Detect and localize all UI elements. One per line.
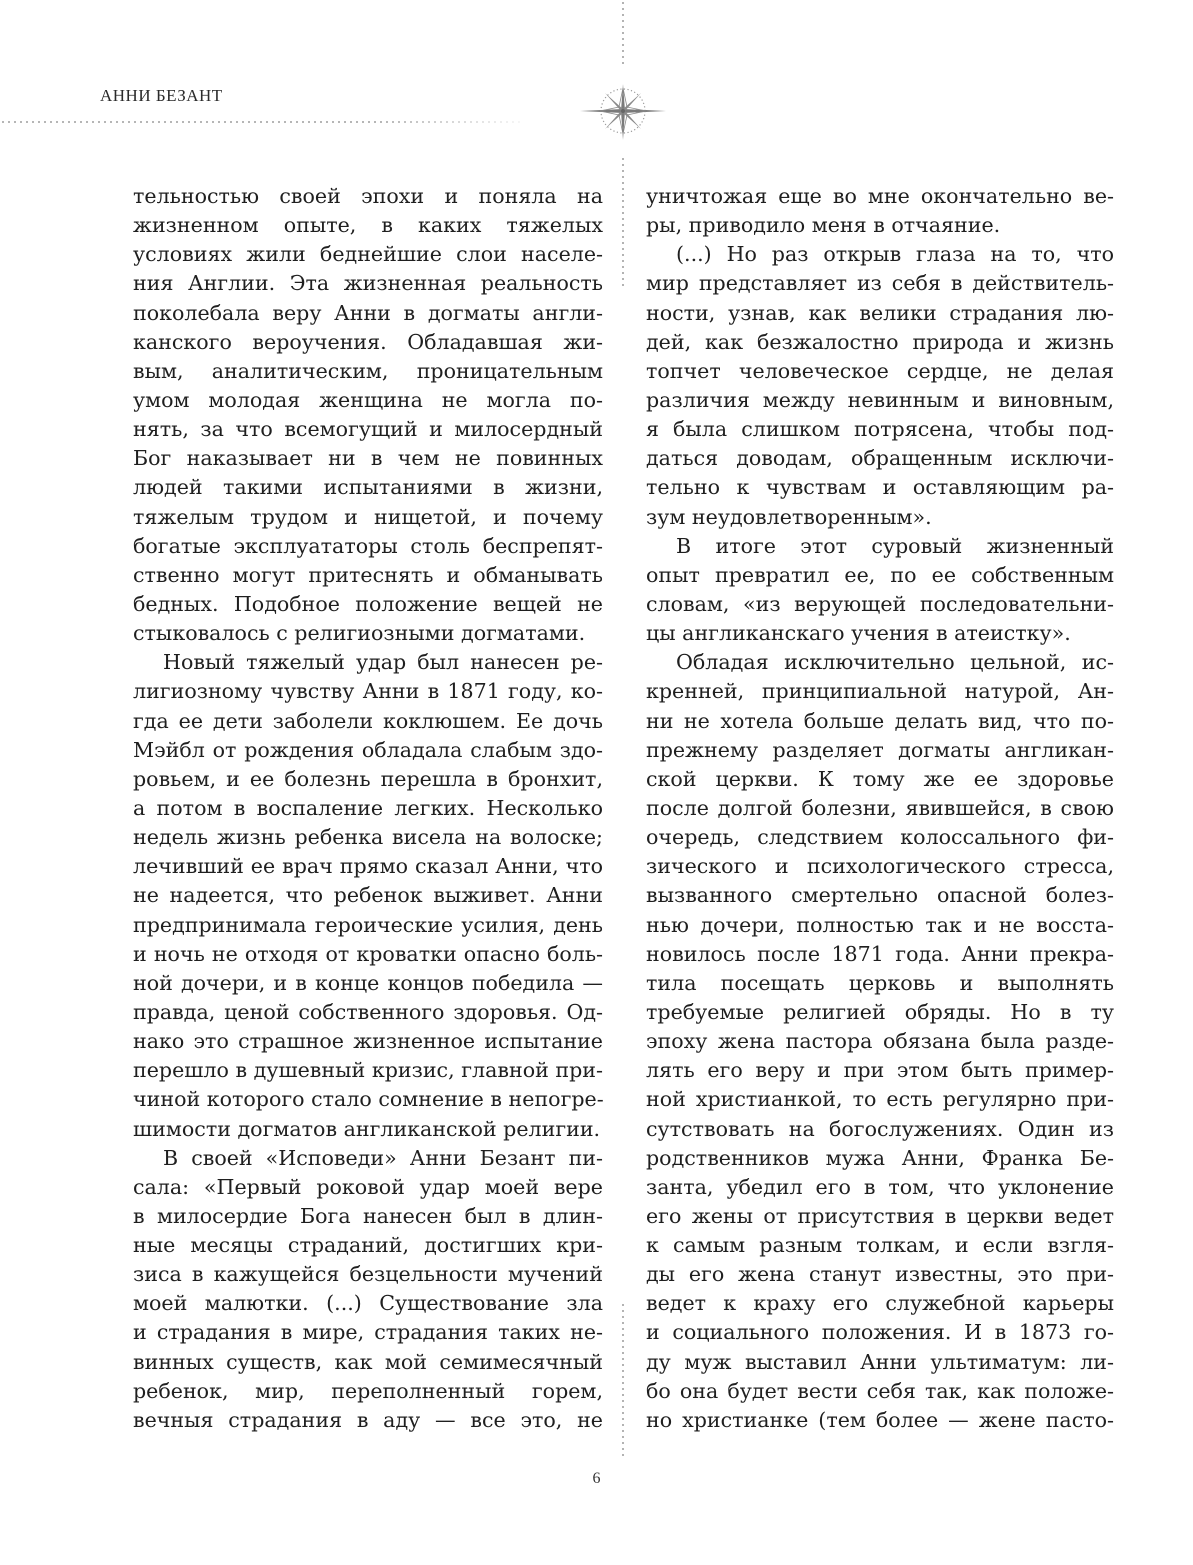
text-line: тила посещать церковь и выполнять bbox=[646, 970, 1114, 995]
text-line: сала: «Первый роковой удар моей вере bbox=[133, 1174, 603, 1199]
text-line: нако это страшное жизненное испытание bbox=[133, 1029, 603, 1054]
text-line: словам, «из верующей последовательни- bbox=[646, 591, 1114, 616]
text-line: условиях жили беднейшие слои населе- bbox=[133, 242, 603, 267]
text-line: ребенок, мир, переполненный горем, bbox=[133, 1378, 603, 1403]
text-line: винных существ, как мой семимесячный bbox=[133, 1349, 603, 1374]
page-number: 6 bbox=[592, 1470, 601, 1487]
text-line: ной дочери, и в конце концов победила — bbox=[133, 970, 603, 995]
text-line: вызванного смертельно опасной болез- bbox=[646, 883, 1114, 908]
right-text-column bbox=[646, 182, 1114, 1435]
text-line: моей малютки. (...) Существование зла bbox=[133, 1291, 603, 1316]
text-line: умом молодая женщина не могла по- bbox=[133, 387, 603, 412]
text-line: топчет человеческое сердце, не делая bbox=[646, 358, 1114, 383]
text-line: поколебала веру Анни в догматы англи- bbox=[133, 300, 603, 325]
text-line: шимости догматов англиканской религии. bbox=[133, 1116, 601, 1141]
text-line: занта, убедил его в том, что уклонение bbox=[646, 1174, 1114, 1199]
text-line: ни не хотела больше делать вид, что по- bbox=[646, 708, 1114, 733]
text-line: зиса в кажущейся безцельности мучений bbox=[133, 1262, 603, 1287]
text-line: эпоху жена пастора обязана была разде- bbox=[646, 1029, 1114, 1054]
text-line: после долгой болезни, явившейся, в свою bbox=[646, 795, 1114, 820]
text-line: ровьем, и ее болезнь перешла в бронхит, bbox=[133, 766, 603, 791]
text-line: Бог наказывает ни в чем не повинных bbox=[133, 446, 603, 471]
text-line: зум неудовлетворенным». bbox=[646, 504, 932, 529]
text-line: Новый тяжелый удар был нанесен ре- bbox=[163, 650, 603, 675]
text-line: гда ее дети заболели коклюшем. Ее дочь bbox=[133, 708, 603, 733]
text-line: дей, как безжалостно природа и жизнь bbox=[646, 329, 1114, 354]
text-line: недель жизнь ребенка висела на волоске; bbox=[133, 825, 603, 850]
text-line: новилось после 1871 года. Анни прекра- bbox=[646, 941, 1114, 966]
text-line: мир представляет из себя в действитель- bbox=[646, 271, 1114, 296]
text-line: кренней, принципиальной натурой, Ан- bbox=[646, 679, 1114, 704]
text-line: не надеется, что ребенок выживет. Анни bbox=[133, 883, 603, 908]
text-line: чиной которого стало сомнение в непогре- bbox=[133, 1087, 604, 1112]
text-line: ду муж выставил Анни ультиматум: ли- bbox=[646, 1349, 1114, 1374]
text-line: тяжелым трудом и нищетой, и почему bbox=[133, 504, 603, 529]
text-line: В своей «Исповеди» Анни Безант пи- bbox=[163, 1145, 603, 1170]
text-line: ной христианкой, то есть регулярно при- bbox=[646, 1087, 1114, 1112]
text-line: и социального положения. И в 1873 го- bbox=[646, 1320, 1114, 1345]
text-line: В итоге этот суровый жизненный bbox=[676, 533, 1114, 558]
text-line: ведет к краху его служебной карьеры bbox=[646, 1291, 1114, 1316]
text-line: Мэйбл от рождения обладала слабым здо- bbox=[133, 737, 603, 762]
header-rule-fade bbox=[380, 118, 540, 126]
text-line: правда, ценой собственного здоровья. Од- bbox=[133, 999, 603, 1024]
text-line: уничтожая еще во мне окончательно ве- bbox=[646, 184, 1114, 208]
text-line: ности, узнав, как велики страдания лю- bbox=[646, 300, 1114, 325]
text-line: тельно к чувствам и оставляющим ра- bbox=[646, 475, 1114, 500]
text-line: прежнему разделяет догматы англикан- bbox=[646, 737, 1114, 762]
text-line: а потом в воспаление легких. Несколько bbox=[133, 795, 603, 820]
text-line: ской церкви. К тому же ее здоровье bbox=[646, 766, 1114, 791]
text-line: бедных. Подобное положение вещей не bbox=[133, 591, 603, 616]
text-line: перешло в душевный кризис, главной при- bbox=[133, 1058, 603, 1083]
text-line: ственно могут притеснять и обманывать bbox=[133, 562, 603, 587]
text-line: но христианке (тем более — жене пасто- bbox=[646, 1407, 1114, 1432]
text-line: зического и психологического стресса, bbox=[646, 854, 1114, 879]
text-line: цы англиканскаго учения в атеистку». bbox=[646, 621, 1071, 646]
text-line: я была слишком потрясена, чтобы под- bbox=[646, 417, 1114, 442]
text-line: лечивший ее врач прямо сказал Анни, что bbox=[133, 854, 603, 879]
text-line: богатые эксплуататоры столь беспрепят- bbox=[133, 533, 603, 558]
left-text-column bbox=[133, 182, 603, 1435]
text-line: жизненном опыте, в каких тяжелых bbox=[133, 213, 603, 238]
text-line: лять его веру и при этом быть пример- bbox=[646, 1058, 1114, 1083]
text-line: к самым разным толкам, и если взгля- bbox=[646, 1233, 1114, 1258]
column-divider-bottom bbox=[622, 1302, 624, 1457]
compass-rose-icon bbox=[578, 66, 668, 156]
text-line: ния Англии. Эта жизненная реальность bbox=[133, 271, 603, 296]
text-line: родственников мужа Анни, Франка Бе- bbox=[646, 1145, 1114, 1170]
text-line: (...) Но раз открыв глаза на то, что bbox=[676, 242, 1114, 267]
text-line: нью дочери, полностью так и не восста- bbox=[646, 912, 1114, 937]
text-line: вым, аналитическим, проницательным bbox=[133, 358, 603, 383]
text-line: его жены от присутствия в церкви ведет bbox=[646, 1203, 1114, 1228]
text-line: ные месяцы страданий, достигших кри- bbox=[133, 1233, 603, 1258]
text-line: в милосердие Бога нанесен был в длин- bbox=[133, 1203, 603, 1228]
text-line: вечныя страдания в аду — все это, не bbox=[133, 1407, 603, 1432]
text-line: Обладая исключительно цельной, ис- bbox=[676, 650, 1114, 675]
text-line: и ночь не отходя от кроватки опасно боль- bbox=[133, 941, 603, 966]
text-line: ры, приводило меня в отчаяние. bbox=[646, 213, 1001, 238]
running-head-title: АННИ БЕЗАНТ bbox=[100, 86, 223, 105]
text-line: тельностью своей эпохи и поняла на bbox=[133, 184, 603, 208]
text-line: канского вероучения. Обладавшая жи- bbox=[133, 329, 603, 354]
text-line: опыт превратил ее, по ее собственным bbox=[646, 562, 1114, 587]
text-line: требуемые религией обряды. Но в ту bbox=[646, 999, 1114, 1024]
text-line: очередь, следствием колоссального фи- bbox=[646, 825, 1114, 850]
text-line: различия между невинным и виновным, bbox=[646, 387, 1114, 412]
text-line: лигиозному чувству Анни в 1871 году, ко- bbox=[133, 679, 603, 704]
text-line: людей такими испытаниями в жизни, bbox=[133, 475, 603, 500]
text-line: бо она будет вести себя так, как положе- bbox=[646, 1378, 1114, 1403]
text-line: и страдания в мире, страдания таких не- bbox=[133, 1320, 603, 1345]
text-line: нять, за что всемогущий и милосердный bbox=[133, 417, 603, 442]
text-line: даться доводам, обращенным исключи- bbox=[646, 446, 1114, 471]
text-line: ды его жена станут известны, это при- bbox=[646, 1262, 1114, 1287]
text-line: предпринимала героические усилия, день bbox=[133, 912, 603, 937]
text-line: сутствовать на богослужениях. Один из bbox=[646, 1116, 1114, 1141]
text-line: стыковалось с религиозными догматами. bbox=[133, 621, 586, 646]
